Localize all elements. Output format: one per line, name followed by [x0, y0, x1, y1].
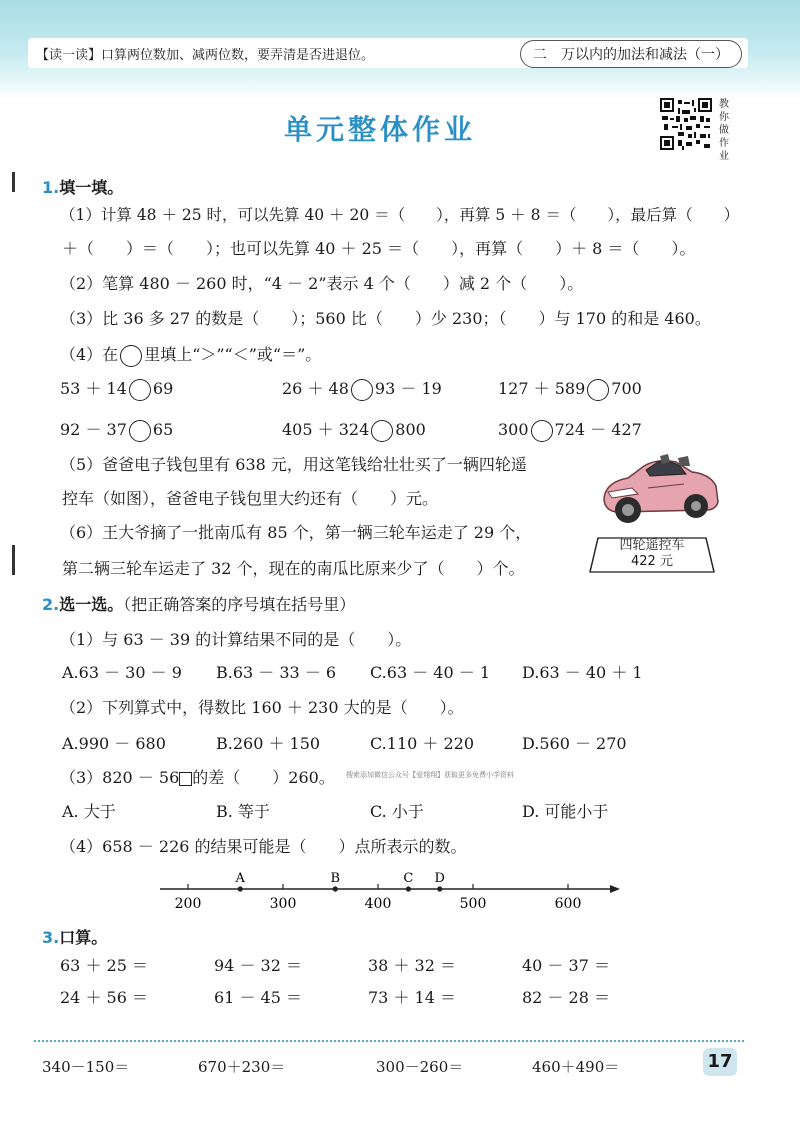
- compare-circle[interactable]: [371, 420, 393, 442]
- choice-option: A. 大于: [62, 802, 116, 821]
- compare-right: 69: [152, 379, 174, 398]
- section3-heading: [42, 925, 107, 948]
- section-note: （把正确答案的序号填在括号里）: [123, 595, 356, 614]
- q5-line1: （5）爸爸电子钱包里有 638 元，用这笔钱给壮壮买了一辆四轮遥: [60, 455, 527, 474]
- page-title: 单元整体作业: [283, 113, 476, 146]
- choice-option: D. 可能小于: [522, 802, 609, 821]
- compare-left: 300: [498, 420, 529, 439]
- footer-divider: [34, 1040, 744, 1042]
- choice-option: B.260 ＋ 150: [216, 734, 321, 753]
- compare-circle[interactable]: [129, 379, 151, 401]
- choice-q3-a: （3）820 － 56: [60, 768, 180, 787]
- compare-left: 405 ＋ 324: [282, 420, 370, 439]
- section-title: 填一填。: [59, 178, 124, 197]
- number-line-tick-label: 300: [269, 896, 297, 912]
- oral-item: 40 － 37 ＝: [522, 956, 610, 975]
- choice-option: B.63 － 33 － 6: [216, 663, 337, 682]
- number-line-point: [333, 886, 338, 891]
- car-name: 四轮遥控车: [619, 538, 685, 553]
- q5-line2: 控车（如图），爸爸电子钱包里大约还有（ ）元。: [62, 489, 439, 508]
- qr-label: 教你做作业: [719, 99, 729, 162]
- number-line-tick-label: 600: [554, 896, 582, 912]
- q6-line1: （6）王大爷摘了一批南瓜有 85 个，第一辆三轮车运走了 29 个，: [60, 523, 532, 542]
- number-line-point-label: C: [403, 871, 414, 886]
- q6-line2: 第二辆三轮车运走了 32 个，现在的南瓜比原来少了（ ）个。: [62, 559, 525, 578]
- oral-item: 63 ＋ 25 ＝: [60, 956, 148, 975]
- section-title: 口算。: [59, 928, 108, 947]
- blank-circle[interactable]: [120, 345, 142, 367]
- choice-option: C.63 － 40 － 1: [370, 663, 491, 682]
- choice-option: D.560 － 270: [522, 734, 627, 753]
- compare-circle[interactable]: [129, 420, 151, 442]
- chapter-label: 二 万以内的加法和减法（一）: [520, 40, 742, 68]
- car-price: 422 元: [631, 554, 673, 569]
- footer-item: 340－150＝: [42, 1058, 130, 1076]
- number-line-point: [437, 886, 442, 891]
- choice-q4: （4）658 － 226 的结果可能是（ ）点所表示的数。: [60, 837, 467, 856]
- remote-control-car-icon: [598, 448, 724, 530]
- choice-option: C. 小于: [370, 802, 424, 821]
- q1-line2: ＋（ ）＝（ ）；也可以先算 40 ＋ 25 ＝（ ），再算（ ）＋ 8 ＝（ ）。: [62, 239, 696, 258]
- number-line-point-label: B: [330, 871, 341, 886]
- section-number: 2.: [42, 595, 60, 614]
- choice-option: C.110 ＋ 220: [370, 734, 475, 753]
- compare-item: [282, 376, 442, 401]
- compare-left: 127 ＋ 589: [498, 379, 586, 398]
- section-number: 1.: [42, 178, 60, 197]
- compare-right: 724 － 427: [554, 420, 642, 439]
- number-line-arrow: [610, 885, 620, 893]
- compare-item: [282, 417, 426, 442]
- number-line: [150, 864, 630, 914]
- q2-text: （2）笔算 480 － 260 时，“4 － 2”表示 4 个（ ）减 2 个（ ）。: [60, 274, 584, 293]
- choice-q3: [60, 765, 335, 788]
- compare-item: [60, 376, 173, 401]
- choice-q1: （1）与 63 － 39 的计算结果不同的是（ ）。: [60, 630, 412, 649]
- choice-option: A.63 － 30 － 9: [62, 663, 182, 682]
- compare-left: 92 － 37: [60, 420, 127, 439]
- compare-right: 800: [395, 420, 426, 439]
- compare-item: [498, 417, 642, 442]
- q3-text: （3）比 36 多 27 的数是（ ）；560 比（ ）少 230；（ ）与 170 的和是 460。: [60, 309, 711, 328]
- number-line-tick-label: 200: [174, 896, 202, 912]
- number-line-tick-label: 500: [459, 896, 487, 912]
- compare-circle[interactable]: [587, 379, 609, 401]
- q4-text: [60, 342, 321, 367]
- compare-left: 53 ＋ 14: [60, 379, 127, 398]
- footer-item: 670＋230＝: [198, 1058, 286, 1076]
- section1-heading: [42, 175, 123, 198]
- q4-text-b: 里填上“＞”“＜”或“＝”。: [144, 345, 322, 364]
- compare-circle[interactable]: [351, 379, 373, 401]
- number-line-point: [406, 886, 411, 891]
- read-tip: 【读一读】口算两位数加、减两位数，要弄清是否进退位。: [36, 48, 375, 63]
- choice-option: B. 等于: [216, 802, 270, 821]
- page-edge-mark: [12, 172, 15, 192]
- oral-item: 38 ＋ 32 ＝: [368, 956, 456, 975]
- number-line-tick-label: 400: [364, 896, 392, 912]
- oral-item: 73 ＋ 14 ＝: [368, 988, 456, 1007]
- price-tag-text: [600, 538, 704, 570]
- number-line-point: [238, 886, 243, 891]
- number-line-point-label: A: [235, 871, 245, 886]
- compare-left: 26 ＋ 48: [282, 379, 349, 398]
- choice-q2: （2）下列算式中，得数比 160 ＋ 230 大的是（ ）。: [60, 698, 464, 717]
- page-edge-mark: [12, 545, 15, 575]
- section-title: 选一选。: [59, 595, 124, 614]
- qr-code-icon: [660, 98, 712, 150]
- q4-text-a: （4）在: [60, 345, 119, 364]
- oral-item: 82 － 28 ＝: [522, 988, 610, 1007]
- choice-option: A.990 － 680: [62, 734, 166, 753]
- footer-item: 460＋490＝: [532, 1058, 620, 1076]
- blank-square[interactable]: [179, 772, 192, 786]
- compare-right: 65: [152, 420, 174, 439]
- choice-q3-b: 的差（ ）260。: [192, 768, 335, 787]
- section2-heading: [42, 592, 355, 615]
- watermark: 搜索添加微信公众号【爱翔翔】获取更多免费小学资料: [346, 771, 514, 779]
- compare-item: [498, 376, 642, 401]
- compare-right: 700: [611, 379, 642, 398]
- compare-right: 93 － 19: [374, 379, 442, 398]
- section-number: 3.: [42, 928, 60, 947]
- page-number: 17: [703, 1048, 737, 1076]
- oral-item: 61 － 45 ＝: [214, 988, 302, 1007]
- number-line-point-label: D: [434, 871, 445, 886]
- compare-item: [60, 417, 173, 442]
- oral-item: 24 ＋ 56 ＝: [60, 988, 148, 1007]
- compare-circle[interactable]: [531, 420, 553, 442]
- footer-item: 300－260＝: [376, 1058, 464, 1076]
- choice-option: D.63 － 40 ＋ 1: [522, 663, 643, 682]
- q1-line1: （1）计算 48 ＋ 25 时，可以先算 40 ＋ 20 ＝（ ），再算 5 ＋ 8 ＝（ ），最后算（ ）: [60, 206, 740, 224]
- oral-item: 94 － 32 ＝: [214, 956, 302, 975]
